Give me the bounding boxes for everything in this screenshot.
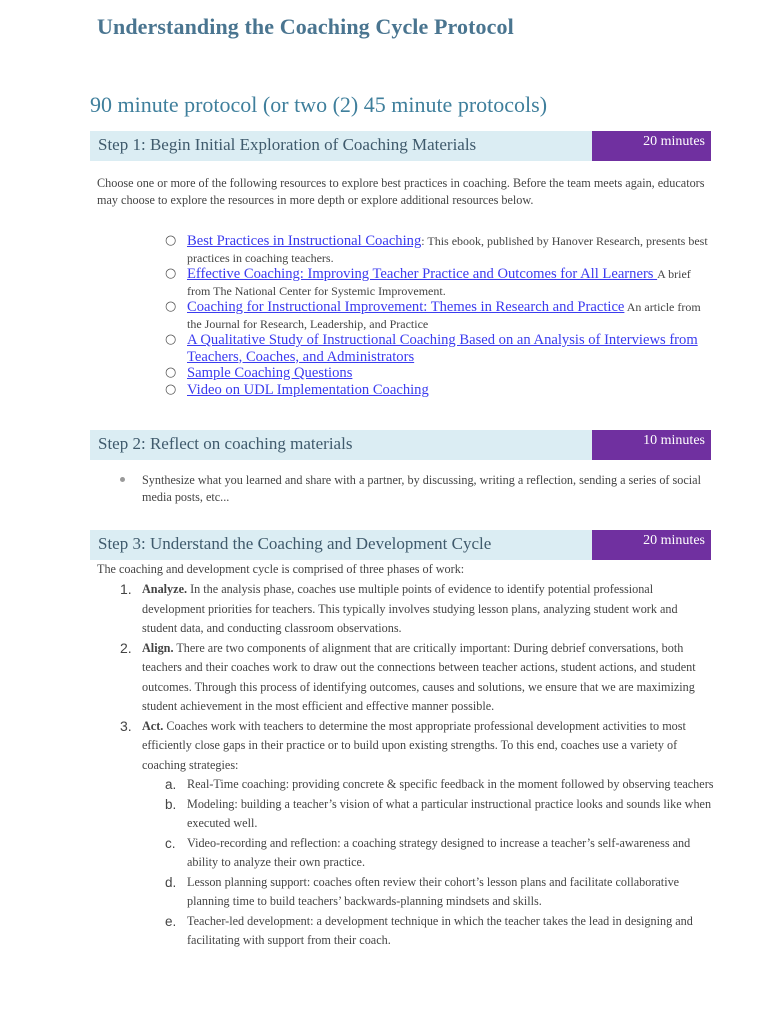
step-3-label: Step 3: Understand the Coaching and Development Cycle bbox=[90, 530, 592, 560]
resource-link-sample-questions[interactable]: Sample Coaching Questions bbox=[187, 365, 353, 381]
phase-description: In the analysis phase, coaches use multiple points of evidence to identify potential professional development priorities for teachers. This typically involves studying lesson plans, analyzing student work and student data, and conducting classroom observations. bbox=[142, 582, 678, 635]
reflection-text: Synthesize what you learned and share with a partner, by discussing, writing a reflection, sending a series of social media posts, etc... bbox=[142, 473, 701, 504]
reflection-list bbox=[116, 472, 711, 506]
hollow-bullet-icon: ○ bbox=[165, 299, 177, 314]
list-number: 3. bbox=[120, 717, 132, 734]
resource-description: A brief from The National Center for Systemic Improvement. bbox=[187, 267, 691, 298]
phase-name: Analyze. bbox=[142, 582, 188, 596]
step-1-header bbox=[90, 131, 711, 161]
list-letter: b. bbox=[165, 796, 177, 812]
hollow-bullet-icon: ○ bbox=[165, 266, 177, 281]
list-item bbox=[116, 472, 711, 506]
step-3-intro: The coaching and development cycle is comprised of three phases of work: bbox=[97, 562, 465, 576]
hollow-bullet-icon: ○ bbox=[165, 233, 177, 248]
list-number: 2. bbox=[120, 639, 132, 656]
resource-item bbox=[165, 365, 710, 382]
phase-description: There are two components of alignment that are critically important: During debrief conversations, both teachers and their coaches work to draw out the connections between teacher actions, student actions, and student outcomes. Through this process of identifying outcomes, causes and solutions, we ensure that we are maximizing student achievement in the most efficient and effective manner possible. bbox=[142, 640, 696, 713]
bullet-dot-icon bbox=[120, 477, 125, 482]
strategy-item bbox=[159, 912, 714, 951]
resource-list bbox=[165, 233, 710, 398]
list-letter: a. bbox=[165, 777, 177, 792]
hollow-bullet-icon: ○ bbox=[165, 332, 177, 347]
resource-item bbox=[165, 233, 710, 266]
strategy-text: Video-recording and reflection: a coaching strategy designed to increase a teacher’s self-awareness and ability to analyze their own practice. bbox=[187, 835, 691, 869]
protocol-heading: 90 minute protocol (or two (2) 45 minute protocols) bbox=[90, 92, 548, 117]
phase-description: Coaches work with teachers to determine the most appropriate professional development activities to most efficiently close gaps in their practice or to build upon existing strengths. To this end, coaches use a variety of coaching strategies: bbox=[142, 718, 686, 772]
hollow-bullet-icon: ○ bbox=[165, 381, 177, 397]
resource-item bbox=[165, 266, 710, 299]
phase-name: Act. bbox=[142, 718, 164, 733]
strategy-text: Real-Time coaching: providing concrete & specific feedback in the moment followed by observing teachers bbox=[187, 777, 714, 791]
step-2-header bbox=[90, 430, 711, 460]
resource-item bbox=[165, 299, 710, 332]
resource-item bbox=[165, 332, 710, 365]
resource-link-qualitative-study[interactable]: A Qualitative Study of Instructional Coaching Based on an Analysis of Interviews from Teachers, Coaches, and Administrators bbox=[187, 332, 698, 365]
phase-name: Align. bbox=[142, 640, 174, 655]
resource-item bbox=[165, 382, 710, 399]
resource-description: : This ebook, published by Hanover Research, presents best practices in coaching teachers. bbox=[187, 234, 708, 265]
strategy-item bbox=[159, 834, 714, 873]
hollow-bullet-icon: ○ bbox=[165, 365, 177, 380]
list-number: 1. bbox=[120, 581, 132, 597]
step-3-header bbox=[90, 530, 711, 560]
list-letter: c. bbox=[165, 835, 176, 851]
document-title: Understanding the Coaching Cycle Protocol bbox=[97, 14, 514, 39]
resource-link-effective-coaching[interactable]: Effective Coaching: Improving Teacher Practice and Outcomes for All Learners bbox=[187, 266, 658, 282]
resource-description: An article from the Journal for Research, Leadership, and Practice bbox=[187, 300, 701, 331]
strategy-text: Lesson planning support: coaches often review their cohort’s lesson plans and facilitate collaborative planning time to build teachers’ backwards-planning mindsets and skills. bbox=[187, 874, 680, 908]
phase-item-align bbox=[114, 639, 714, 717]
resource-link-udl-video[interactable]: Video on UDL Implementation Coaching bbox=[187, 381, 429, 398]
phase-list bbox=[114, 580, 714, 951]
phase-item-analyze bbox=[114, 580, 714, 639]
step-2-duration-badge: 10 minutes bbox=[592, 430, 711, 460]
step-2-label: Step 2: Reflect on coaching materials bbox=[90, 430, 592, 460]
strategy-item bbox=[159, 775, 714, 795]
strategy-item bbox=[159, 873, 714, 912]
step-1-intro: Choose one or more of the following resources to explore best practices in coaching. Before the team meets again, educators may choose to explore the resources in more depth or explore additional resources below. bbox=[97, 176, 705, 207]
strategy-text: Teacher-led development: a development technique in which the teacher takes the lead in designing and facilitating with support from their coach. bbox=[187, 913, 693, 947]
list-letter: e. bbox=[165, 913, 177, 929]
strategy-item bbox=[159, 795, 714, 834]
list-letter: d. bbox=[165, 874, 177, 890]
phase-item-act bbox=[114, 717, 714, 951]
resource-link-coaching-improvement[interactable]: Coaching for Instructional Improvement: Themes in Research and Practice bbox=[187, 299, 625, 315]
strategy-text: Modeling: building a teacher’s vision of what a particular instructional practice looks and sounds like when executed well. bbox=[187, 796, 712, 830]
strategy-list bbox=[159, 775, 714, 951]
step-1-duration-badge: 20 minutes bbox=[592, 131, 711, 161]
step-1-label: Step 1: Begin Initial Exploration of Coaching Materials bbox=[90, 131, 592, 161]
step-3-duration-badge: 20 minutes bbox=[592, 530, 711, 560]
resource-link-best-practices[interactable]: Best Practices in Instructional Coaching bbox=[187, 233, 422, 249]
